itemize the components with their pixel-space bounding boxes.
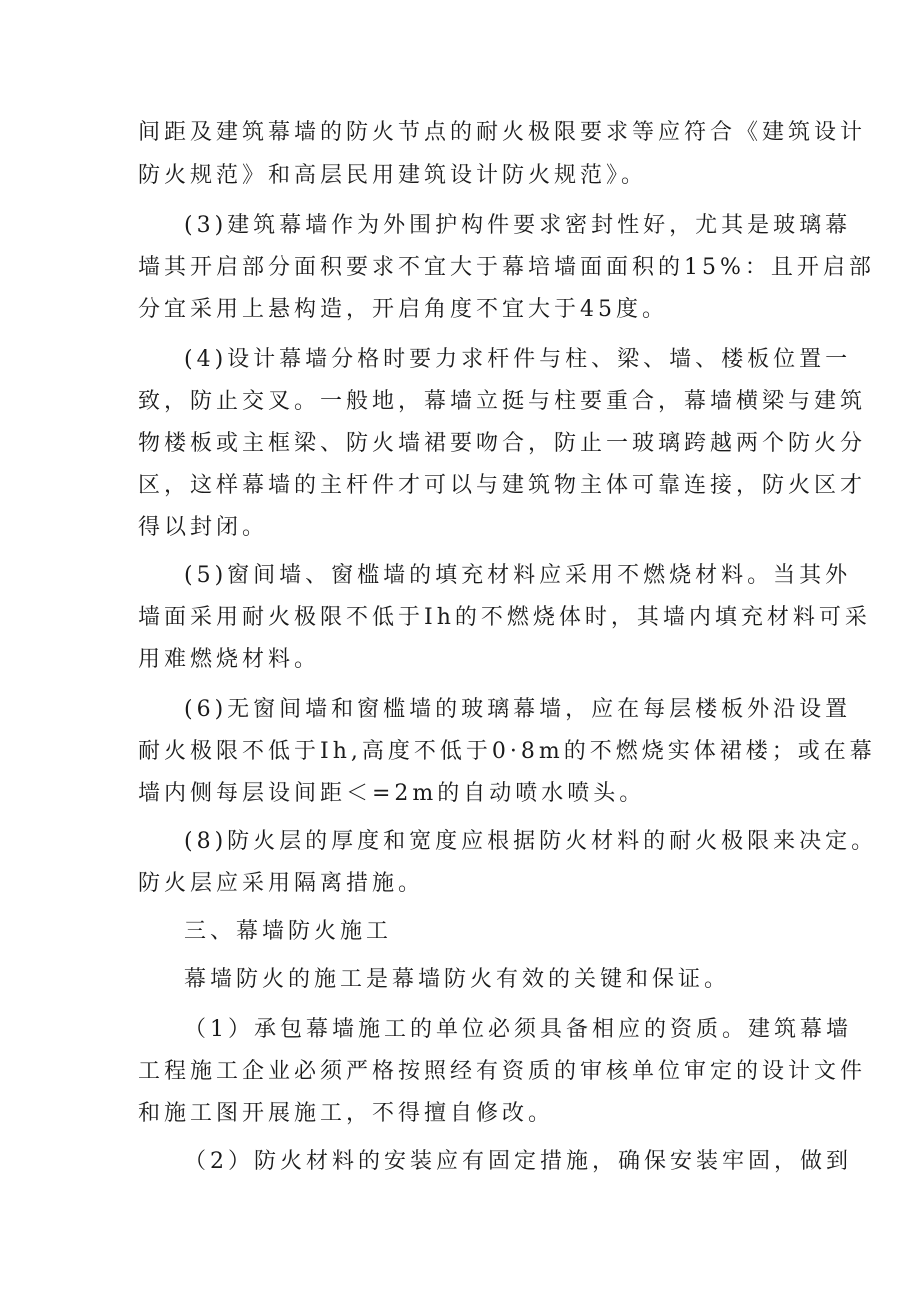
paragraph-1-line-1: 间距及建筑幕墙的防火节点的耐火极限要求等应符合《建筑设计 xyxy=(138,120,867,145)
paragraph-9-line-3: 和施工图开展施工，不得擅自修改。 xyxy=(138,1101,555,1126)
paragraph-9-line-2: 工程施工企业必须严格按照经有资质的审核单位审定的设计文件 xyxy=(138,1059,867,1084)
paragraph-2-line-3: 分宜采用上悬构造，开启角度不宜大于45度。 xyxy=(138,297,668,322)
paragraph-3-line-2: 致，防止交叉。一般地，幕墙立挺与柱要重合，幕墙横梁与建筑 xyxy=(138,389,867,414)
paragraph-3-line-5: 得以封闭。 xyxy=(138,515,269,540)
paragraph-3-line-3: 物楼板或主框梁、防火墙裙要吻合，防止一玻璃跨越两个防火分 xyxy=(138,431,867,456)
paragraph-6-line-2: 防火层应采用隔离措施。 xyxy=(138,871,425,896)
paragraph-10-line-1: （2）防火材料的安装应有固定措施，确保安装牢固，做到 xyxy=(184,1149,852,1174)
paragraph-5-line-3: 墙内侧每层设间距＜=2m的自动喷水喷头。 xyxy=(138,781,646,806)
paragraph-4-line-2: 墙面采用耐火极限不低于Ih的不燃烧体时，其墙内填充材料可采 xyxy=(138,605,871,630)
paragraph-5-line-2: 耐火极限不低于Ih,高度不低于0·8m的不燃烧实体裙楼；或在幕 xyxy=(138,739,876,764)
paragraph-4-line-1: (5)窗间墙、窗槛墙的填充材料应采用不燃烧材料。当其外 xyxy=(184,563,852,588)
paragraph-4-line-3: 用难燃烧材料。 xyxy=(138,647,321,672)
section-heading: 三、幕墙防火施工 xyxy=(184,919,393,944)
paragraph-8-line-1: 幕墙防火的施工是幕墙防火有效的关键和保证。 xyxy=(184,967,731,992)
paragraph-1-line-2: 防火规范》和高层民用建筑设计防火规范》。 xyxy=(138,163,648,188)
paragraph-2-line-2: 墙其开启部分面积要求不宜大于幕培墙面面积的15%：且开启部 xyxy=(138,255,875,280)
paragraph-9-line-1: （1）承包幕墙施工的单位必须具备相应的资质。建筑幕墙 xyxy=(184,1017,852,1042)
paragraph-3-line-4: 区，这样幕墙的主杆件才可以与建筑物主体可靠连接，防火区才 xyxy=(138,473,867,498)
paragraph-2-line-1: (3)建筑幕墙作为外围护构件要求密封性好，尤其是玻璃幕 xyxy=(184,213,852,238)
paragraph-6-line-1: (8)防火层的厚度和宽度应根据防火材料的耐火极限来决定。 xyxy=(184,829,878,854)
paragraph-3-line-1: (4)设计幕墙分格时要力求杆件与柱、梁、墙、楼板位置一 xyxy=(184,347,852,372)
paragraph-5-line-1: (6)无窗间墙和窗槛墙的玻璃幕墙，应在每层楼板外沿设置 xyxy=(184,697,852,722)
